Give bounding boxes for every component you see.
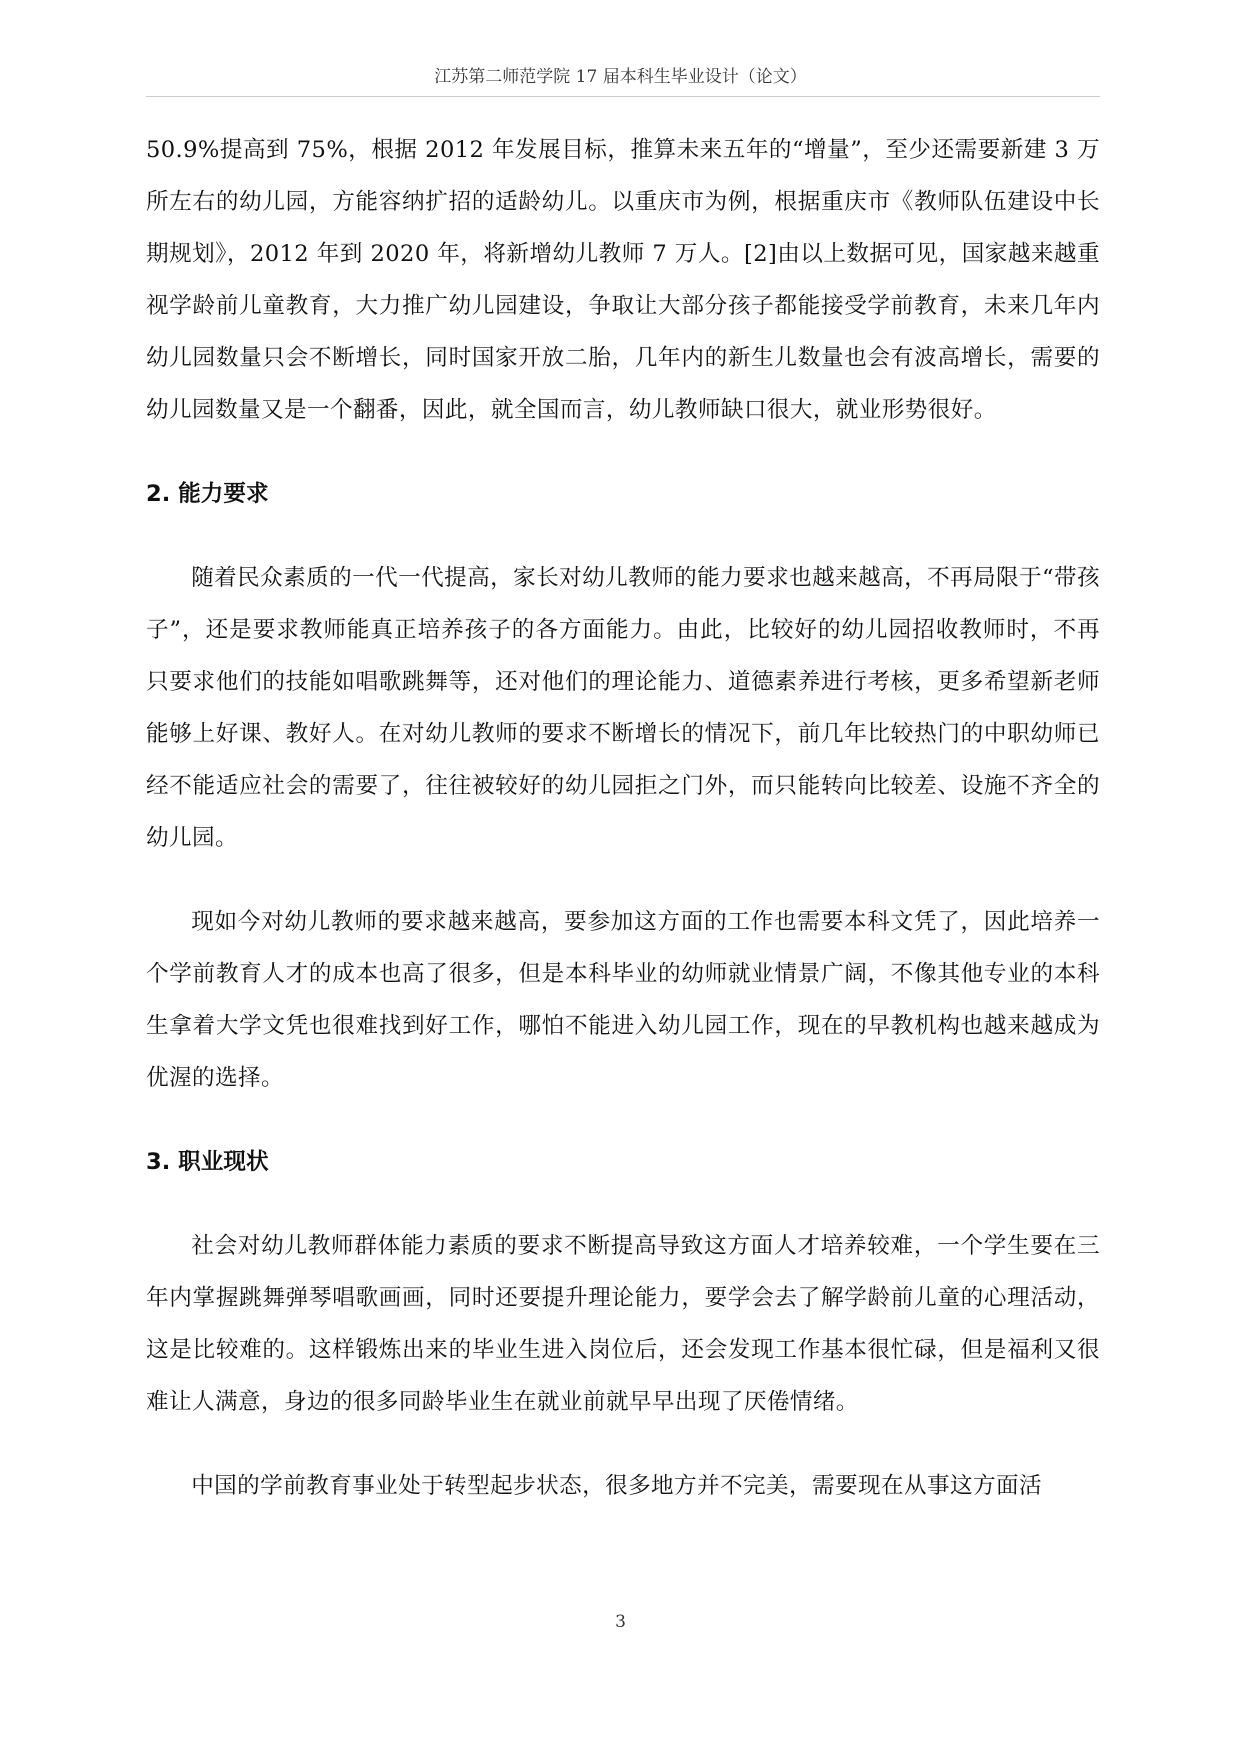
paragraph: 中国的学前教育事业处于转型起步状态，很多地方并不完美，需要现在从事这方面活 — [191, 1473, 1042, 1499]
section-gap — [146, 864, 1100, 896]
section-heading-ability: 2. 能力要求 — [146, 481, 269, 507]
document-body — [146, 124, 1100, 1512]
page-header: 江苏第二师范学院 17 届本科生毕业设计（论文） — [434, 67, 807, 87]
paragraph: 随着民众素质的一代一代提高，家长对幼儿教师的能力要求也越来越高，不再局限于“带孩子”，还是要求教师能真正培养孩子的各方面能力。由此，比较好的幼儿园招收教师时，不再只要求他们的技能如唱歌跳舞等，还对他们的理论能力、道德素养进行考核，更多希望新老师能够上好课、教好人。在对幼儿教师的要求不断增长的情况下，前几年比较热门的中职幼师已经不能适应社会的需要了，往往被较好的幼儿园拒之门外，而只能转向比较差、设施不齐全的幼儿园。 — [146, 565, 1100, 851]
section-heading-status: 3. 职业现状 — [146, 1149, 269, 1175]
paragraph: 现如今对幼儿教师的要求越来越高，要参加这方面的工作也需要本科文凭了，因此培养一个学前教育人才的成本也高了很多，但是本科毕业的幼师就业情景广阔，不像其他专业的本科生拿着大学文凭也很难找到好工作，哪怕不能进入幼儿园工作，现在的早教机构也越来越成为优渥的选择。 — [146, 909, 1100, 1091]
section-gap — [146, 1188, 1100, 1220]
intro-paragraph: 50.9%提高到 75%，根据 2012 年发展目标，推算未来五年的“增量”，至少还需要新建 3 万所左右的幼儿园，方能容纳扩招的适龄幼儿。以重庆市为例，根据重庆市《教师队伍建设中长期规划》，2012 年到 2020 年，将新增幼儿教师 7 万人。[2]由以上数据可见，国家越来越重视学龄前儿童教育，大力推广幼儿园建设，争取让大部分孩子都能接受学前教育，未来几年内幼儿园数量只会不断增长，同时国家开放二胎，几年内的新生儿数量也会有波高增长，需要的幼儿园数量又是一个翻番，因此，就全国而言，幼儿教师缺口很大，就业形势很好。 — [146, 137, 1100, 423]
page-number: 3 — [615, 1612, 626, 1632]
section-gap — [146, 436, 1100, 468]
paragraph: 社会对幼儿教师群体能力素质的要求不断提高导致这方面人才培养较难，一个学生要在三年内掌握跳舞弹琴唱歌画画，同时还要提升理论能力，要学会去了解学龄前儿童的心理活动，这是比较难的。这样锻炼出来的毕业生进入岗位后，还会发现工作基本很忙碌，但是福利又很难让人满意，身边的很多同龄毕业生在就业前就早早出现了厌倦情绪。 — [146, 1233, 1100, 1415]
section-gap — [146, 1428, 1100, 1460]
section-gap — [146, 1104, 1100, 1136]
section-gap — [146, 520, 1100, 552]
header-rule — [146, 96, 1100, 97]
